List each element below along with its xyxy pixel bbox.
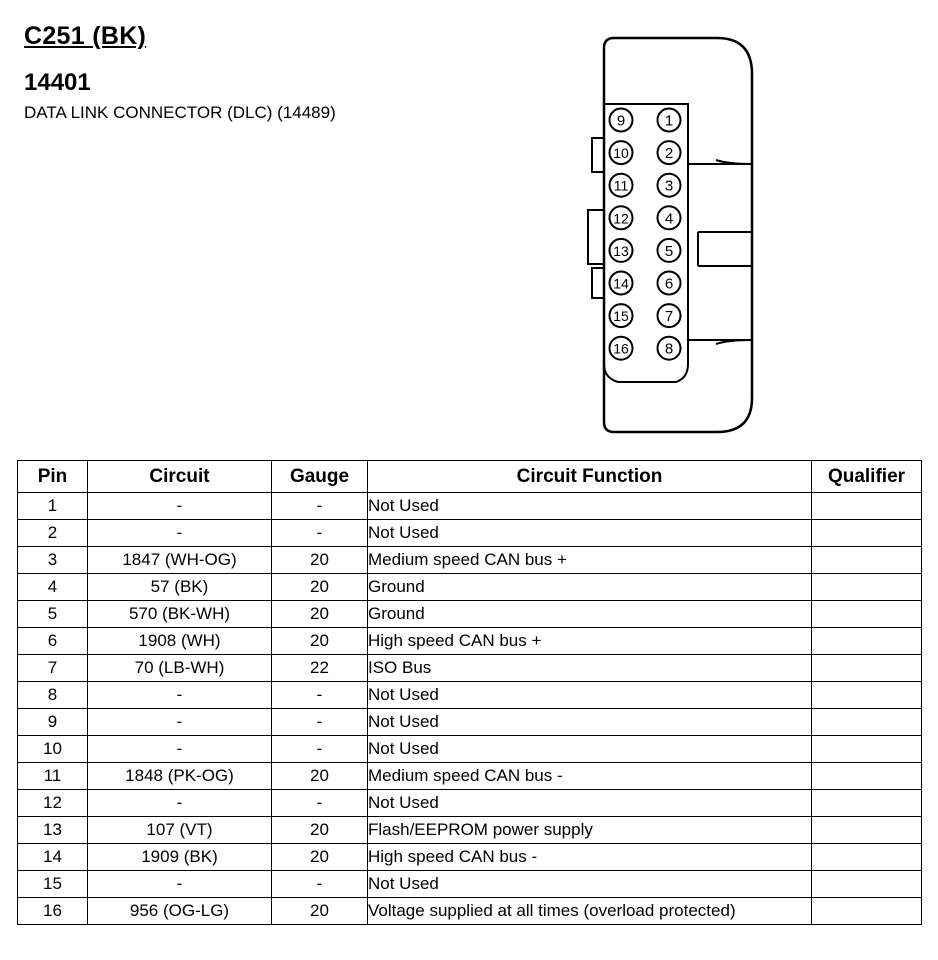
pin-number-cell: 12 [18,790,88,817]
wire-gauge-cell: 20 [272,898,368,925]
table-row [18,871,922,898]
pin-number-cell: 4 [18,574,88,601]
table-row [18,763,922,790]
table-row [18,736,922,763]
connector-face-diagram [578,34,758,434]
column-header-circuit: Circuit [88,461,272,493]
wire-gauge-cell: - [272,682,368,709]
pin-label: 10 [613,145,629,162]
wire-gauge-cell: - [272,709,368,736]
qualifier-cell [812,655,922,682]
qualifier-cell [812,547,922,574]
column-header-gauge: Gauge [272,461,368,493]
left-key [592,268,604,298]
circuit-function-cell: Not Used [368,790,812,817]
circuit-id-cell: - [88,520,272,547]
table-row [18,844,922,871]
pin-number-cell: 13 [18,817,88,844]
circuit-function-cell: Not Used [368,709,812,736]
circuit-id-cell: - [88,709,272,736]
circuit-id-cell: 57 (BK) [88,574,272,601]
pin-label: 1 [664,112,674,130]
circuit-id-cell: 1848 (PK-OG) [88,763,272,790]
pin-number-cell: 15 [18,871,88,898]
qualifier-cell [812,844,922,871]
table-row [18,898,922,925]
qualifier-cell [812,628,922,655]
connector-title: C251 (BK) [24,22,147,50]
pin-number-cell: 2 [18,520,88,547]
wire-gauge-cell: 20 [272,817,368,844]
pin-label: 8 [664,340,674,358]
qualifier-cell [812,790,922,817]
wire-gauge-cell: 20 [272,763,368,790]
pin-label: 3 [664,177,674,195]
pin-number-cell: 3 [18,547,88,574]
circuit-function-cell: Voltage supplied at all times (overload protected) [368,898,812,925]
pin-number-cell: 7 [18,655,88,682]
circuit-function-cell: Not Used [368,682,812,709]
pinout-table [17,460,922,925]
circuit-id-cell: 570 (BK-WH) [88,601,272,628]
qualifier-cell [812,682,922,709]
pin-label: 13 [613,242,629,259]
circuit-id-cell: 1847 (WH-OG) [88,547,272,574]
circuit-function-cell: Not Used [368,520,812,547]
pin-number-cell: 11 [18,763,88,790]
circuit-id-cell: - [88,493,272,520]
wire-gauge-cell: 20 [272,601,368,628]
circuit-function-cell: Not Used [368,871,812,898]
table-row [18,817,922,844]
circuit-function-cell: Medium speed CAN bus + [368,547,812,574]
connector-description: DATA LINK CONNECTOR (DLC) (14489) [24,103,336,122]
pin-number-cell: 10 [18,736,88,763]
circuit-function-cell: High speed CAN bus + [368,628,812,655]
pin-number-cell: 6 [18,628,88,655]
circuit-id-cell: - [88,790,272,817]
circuit-id-cell: 956 (OG-LG) [88,898,272,925]
pin-label: 5 [664,242,674,260]
pin-label: 15 [613,308,629,325]
connector-housing [604,38,752,432]
circuit-function-cell: Ground [368,574,812,601]
wire-gauge-cell: - [272,736,368,763]
wire-gauge-cell: 20 [272,574,368,601]
qualifier-cell [812,871,922,898]
pin-label: 11 [613,177,629,194]
pin-number-cell: 16 [18,898,88,925]
table-row [18,628,922,655]
qualifier-cell [812,817,922,844]
wire-gauge-cell: 20 [272,844,368,871]
wire-gauge-cell: 20 [272,547,368,574]
table-row [18,574,922,601]
table-row [18,709,922,736]
left-key [588,210,604,264]
circuit-function-cell: High speed CAN bus - [368,844,812,871]
pin-label: 9 [616,112,626,130]
table-row [18,520,922,547]
circuit-id-cell: 1908 (WH) [88,628,272,655]
qualifier-cell [812,709,922,736]
wire-gauge-cell: 20 [272,628,368,655]
pin-label: 16 [613,340,629,357]
circuit-id-cell: - [88,682,272,709]
pin-number-cell: 8 [18,682,88,709]
pin-number-cell: 5 [18,601,88,628]
circuit-function-cell: Not Used [368,493,812,520]
circuit-id-cell: 107 (VT) [88,817,272,844]
qualifier-cell [812,601,922,628]
table-row [18,601,922,628]
qualifier-cell [812,574,922,601]
qualifier-cell [812,520,922,547]
circuit-function-cell: ISO Bus [368,655,812,682]
column-header-circuit-function: Circuit Function [368,461,812,493]
part-number: 14401 [24,69,91,96]
pin-label: 6 [664,275,674,293]
wire-gauge-cell: - [272,493,368,520]
circuit-id-cell: 70 (LB-WH) [88,655,272,682]
table-row [18,547,922,574]
pin-label: 14 [613,275,629,292]
pin-label: 12 [613,210,629,227]
table-row [18,655,922,682]
wire-gauge-cell: - [272,790,368,817]
column-header-pin: Pin [18,461,88,493]
table-row [18,682,922,709]
pin-number-cell: 9 [18,709,88,736]
pin-label: 2 [664,145,674,163]
table-row [18,493,922,520]
circuit-function-cell: Ground [368,601,812,628]
circuit-id-cell: - [88,736,272,763]
qualifier-cell [812,493,922,520]
column-header-qualifier: Qualifier [812,461,922,493]
wire-gauge-cell: - [272,871,368,898]
qualifier-cell [812,763,922,790]
wire-gauge-cell: - [272,520,368,547]
pin-number-cell: 14 [18,844,88,871]
circuit-function-cell: Flash/EEPROM power supply [368,817,812,844]
qualifier-cell [812,736,922,763]
table-header-row [18,461,922,493]
circuit-function-cell: Not Used [368,736,812,763]
pin-label: 4 [664,210,674,228]
pin-number-cell: 1 [18,493,88,520]
table-row [18,790,922,817]
circuit-function-cell: Medium speed CAN bus - [368,763,812,790]
circuit-id-cell: 1909 (BK) [88,844,272,871]
pin-label: 7 [664,308,674,326]
qualifier-cell [812,898,922,925]
wire-gauge-cell: 22 [272,655,368,682]
left-key [592,138,604,172]
circuit-id-cell: - [88,871,272,898]
